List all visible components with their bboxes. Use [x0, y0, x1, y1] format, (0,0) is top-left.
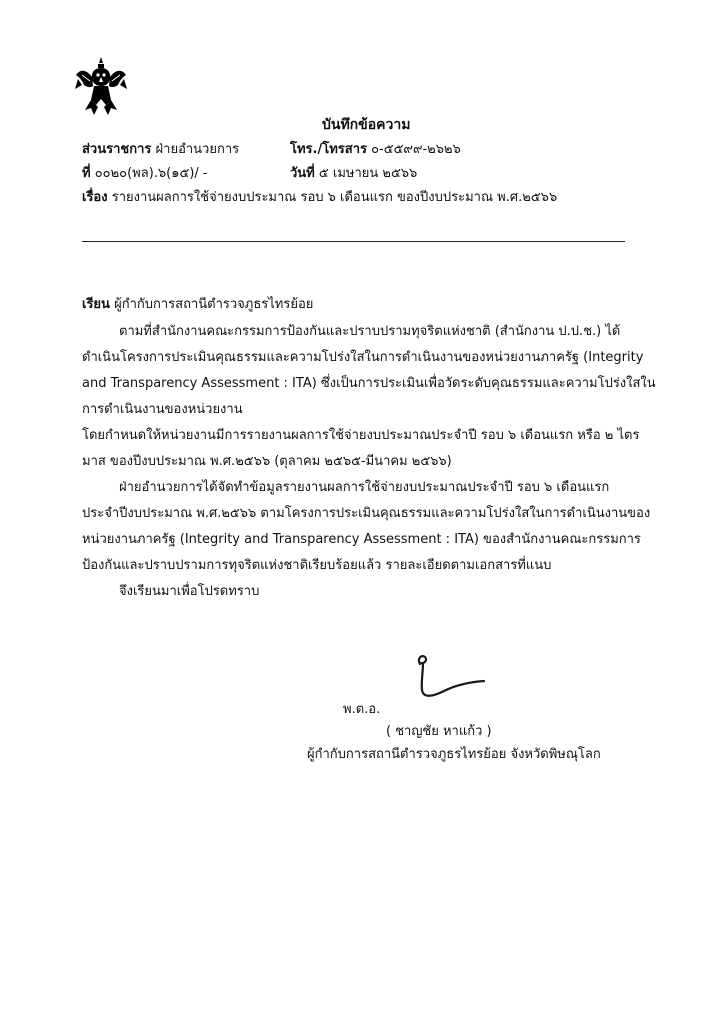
- phone-row: [290, 141, 461, 158]
- body-line: หน่วยงานภาครัฐ (Integrity and Transparency Assessment : ITA) ของสำนักงานคณะกรรมการ: [82, 532, 641, 547]
- ref-label: ที่: [82, 166, 91, 181]
- body-line: ป้องกันและปราบปรามการทุจริตแห่งชาติเรียบร้อยแล้ว รายละเอียดตามเอกสารที่แนบ: [82, 558, 552, 573]
- body-line: ประจำปีงบประมาณ พ.ศ.๒๕๖๖ ตามโครงการประเมินคุณธรรมและความโปร่งใสในการดำเนินงานของ: [82, 506, 651, 521]
- handwritten-signature: [398, 650, 490, 702]
- agency-label: ส่วนราชการ: [82, 142, 152, 157]
- garuda-emblem: [74, 55, 128, 117]
- agency-value: ฝ่ายอำนวยการ: [155, 142, 240, 157]
- signer-rank: พ.ต.อ.: [343, 702, 381, 717]
- signer-position: ผู้กำกับการสถานีตำรวจภูธรไทรย้อย จังหวัดพิษณุโลก: [307, 747, 601, 762]
- body-line: and Transparency Assessment : ITA) ซึ่งเป็นการประเมินเพื่อวัดระดับคุณธรรมและความโปร่งใสใน: [82, 376, 656, 391]
- body-line: โดยกำหนดให้หน่วยงานมีการรายงานผลการใช้จ่ายงบประมาณประจำปี รอบ ๖ เดือนแรก หรือ ๒ ไตร: [82, 428, 640, 443]
- body-line: ตามที่สำนักงานคณะกรรมการป้องกันและปราบปรามทุจริตแห่งชาติ (สำนักงาน ป.ป.ช.) ได้: [119, 324, 621, 339]
- date-label: วันที่: [290, 166, 315, 181]
- date-value: ๕ เมษายน ๒๕๖๖: [318, 166, 418, 181]
- subject-value: รายงานผลการใช้จ่ายงบประมาณ รอบ ๖ เดือนแรก ของปีงบประมาณ พ.ศ.๒๕๖๖: [111, 190, 558, 205]
- phone-value: ๐-๕๕๙๙-๒๖๒๖: [371, 142, 461, 157]
- agency-row: [82, 141, 239, 158]
- date-row: [290, 165, 417, 182]
- body-line: ดำเนินโครงการประเมินคุณธรรมและความโปร่งใสในการดำเนินงานของหน่วยงานภาครัฐ (Integrity: [82, 350, 644, 365]
- salutation-value: ผู้กำกับการสถานีตำรวจภูธรไทรย้อย: [114, 297, 314, 312]
- header-divider: [82, 241, 625, 242]
- body-line: ฝ่ายอำนวยการได้จัดทำข้อมูลรายงานผลการใช้จ่ายงบประมาณประจำปี รอบ ๖ เดือนแรก: [119, 480, 610, 495]
- ref-value: ๐๐๒๐(พล).๖(๑๕)/ -: [94, 166, 208, 181]
- subject-label: เรื่อง: [82, 190, 108, 205]
- body-line: มาส ของปีงบประมาณ พ.ศ.๒๕๖๖ (ตุลาคม ๒๕๖๕-มีนาคม ๒๕๖๖): [82, 454, 452, 469]
- salutation-label: เรียน: [82, 297, 110, 312]
- phone-label: โทร./โทรสาร: [290, 142, 367, 157]
- body-line: การดำเนินงานของหน่วยงาน: [82, 402, 243, 417]
- memo-title: บันทึกข้อความ: [322, 117, 411, 133]
- ref-row: [82, 165, 208, 182]
- signer-name: ( ชาญชัย หาแก้ว ): [386, 724, 492, 739]
- closing-line: จึงเรียนมาเพื่อโปรดทราบ: [119, 584, 260, 599]
- subject-row: [82, 189, 557, 206]
- salutation: [82, 296, 313, 313]
